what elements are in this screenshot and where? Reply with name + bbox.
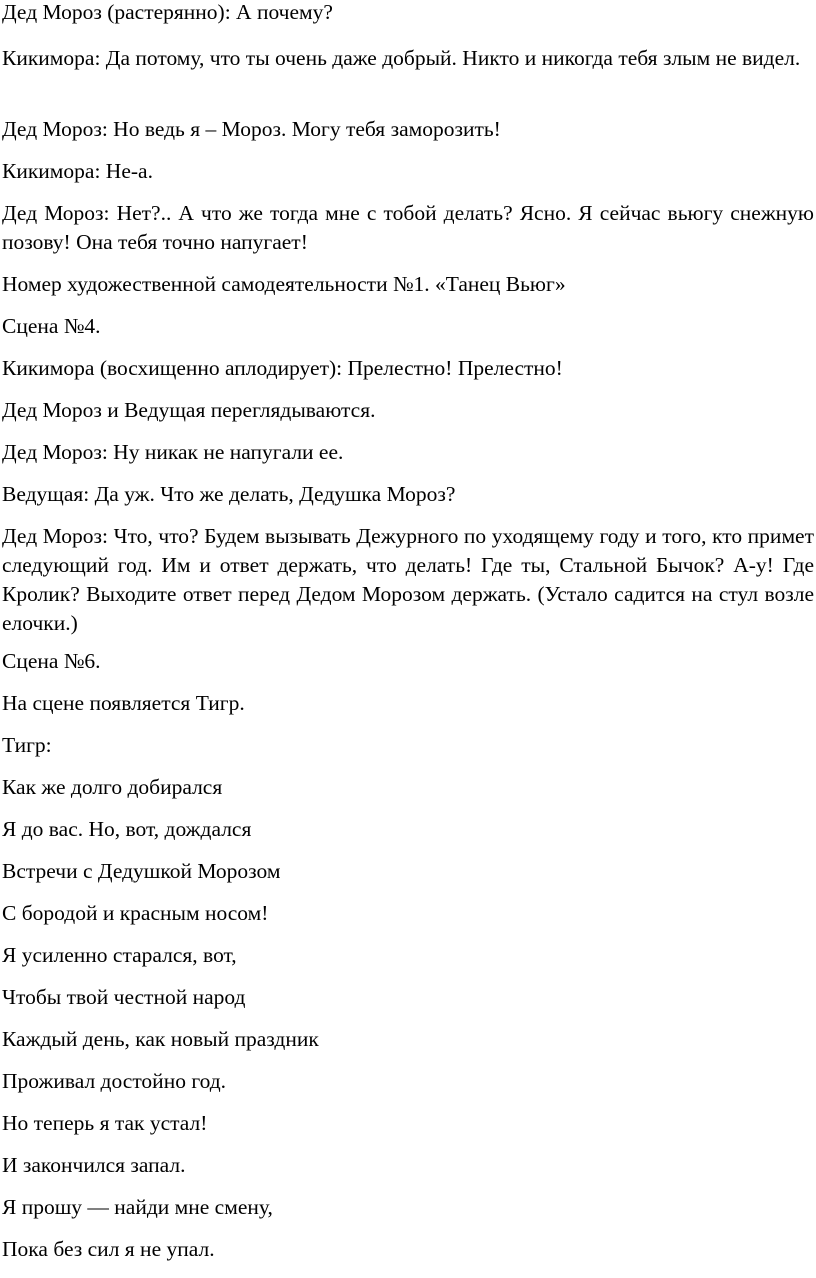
paragraph-18: Встречи с Дедушкой Морозом [2,859,281,883]
paragraph-15: Тигр: [2,733,52,757]
paragraph-23: Проживал достойно год. [2,1069,227,1093]
paragraph-24: Но теперь я так устал! [2,1111,208,1135]
paragraph-27: Пока без сил я не упал. [2,1237,215,1261]
paragraph-4: Кикимора: Не-а. [2,159,153,183]
paragraph-12: Дед Мороз: Что, что? Будем вызывать Дежурного по уходящему году и того, кто примет следующий год. Им и ответ держать, что делать! Где ты, Стальной Бычок? А-у! Где Кролик? Выходите ответ перед Дедом Морозом держать. (Устало садится на стул возле елочки.) [2,524,814,635]
paragraph-14: На сцене появляется Тигр. [2,691,245,715]
paragraph-21: Чтобы твой честной народ [2,985,246,1009]
paragraph-26: Я прошу — найди мне смену, [2,1195,273,1219]
paragraph-13: Сцена №6. [2,649,101,673]
paragraph-3: Дед Мороз: Но ведь я – Мороз. Могу тебя заморозить! [2,117,501,141]
paragraph-16: Как же долго добирался [2,775,223,799]
paragraph-1: Дед Мороз (растерянно): А почему? [2,0,333,24]
paragraph-11: Ведущая: Да уж. Что же делать, Дедушка Мороз? [2,482,456,506]
paragraph-20: Я усиленно старался, вот, [2,943,237,967]
paragraph-10: Дед Мороз: Ну никак не напугали ее. [2,440,344,464]
paragraph-5: Дед Мороз: Нет?.. А что же тогда мне с тобой делать? Ясно. Я сейчас вьюгу снежную позову! Она тебя точно напугает! [2,201,814,254]
paragraph-6: Номер художественной самодеятельности №1. «Танец Вьюг» [2,272,566,296]
paragraph-17: Я до вас. Но, вот, дождался [2,817,252,841]
paragraph-19: С бородой и красным носом! [2,901,269,925]
paragraph-7: Сцена №4. [2,314,101,338]
paragraph-8: Кикимора (восхищенно аплодирует): Прелестно! Прелестно! [2,356,563,380]
paragraph-22: Каждый день, как новый праздник [2,1027,319,1051]
paragraph-2: Кикимора: Да потому, что ты очень даже добрый. Никто и никогда тебя злым не видел. [2,46,801,70]
paragraph-25: И закончился запал. [2,1153,186,1177]
paragraph-9: Дед Мороз и Ведущая переглядываются. [2,398,376,422]
